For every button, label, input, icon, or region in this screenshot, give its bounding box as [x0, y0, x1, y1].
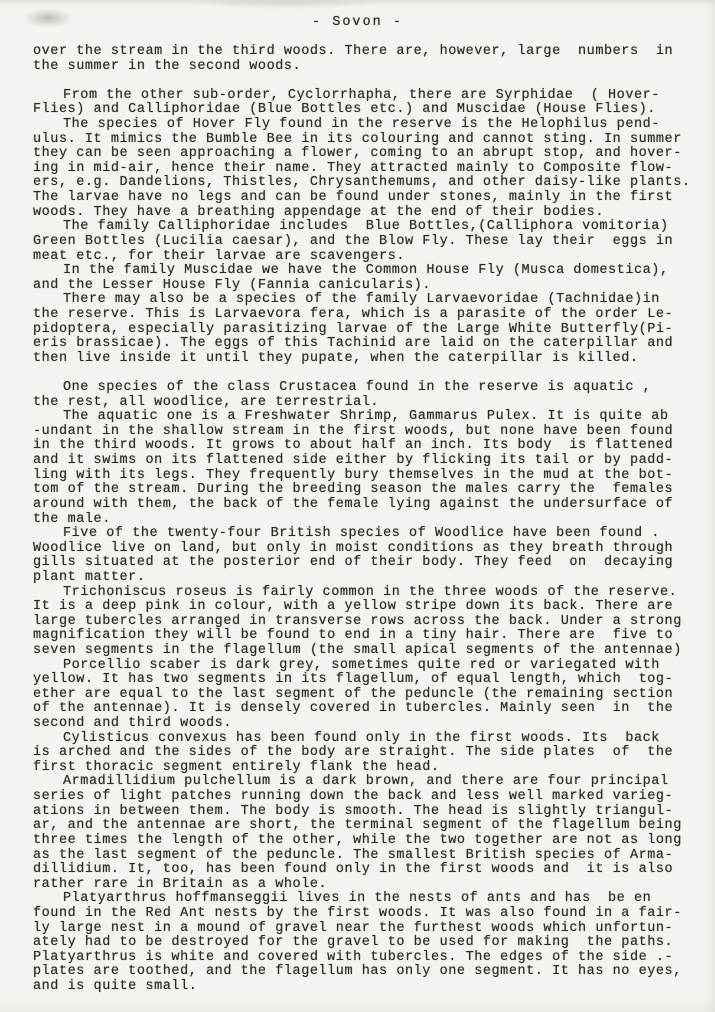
text-line: they can be seen approaching a flower, coming to an abrupt stop, and hover-: [33, 146, 682, 162]
document-body: [33, 45, 703, 995]
text-line: plates are toothed, and the flagellum has only one segment. It has no eyes,: [33, 964, 682, 980]
text-line: ly large nest in a mound of gravel near the furthest woods which unfortun-: [33, 920, 674, 936]
text-line: ers, e.g. Dandelions, Thistles, Chrysanthemums, and other daisy-like plants.: [33, 175, 691, 191]
text-line: ing in mid-air, hence their name. They attracted mainly to Composite flow-: [33, 160, 674, 176]
text-line: the summer in the second woods.: [33, 58, 302, 74]
paragraph: [33, 775, 703, 892]
text-line: series of light patches running down the back and less well marked varieg-: [33, 789, 674, 805]
text-line: found in the Red Ant nests by the first woods. It was also found in a fair-: [33, 905, 682, 921]
text-line: pidoptera, especially parasitizing larvae of the Large White Butterfly(Pi-: [33, 321, 674, 337]
text-line: over the stream in the third woods. There are, however, large numbers in: [33, 44, 674, 59]
text-line: From the other sub-order, Cyclorrhapha, there are Syrphidae ( Hover-: [63, 87, 660, 103]
text-line: ar, and the antennae are short, the terminal segment of the flagellum being: [33, 818, 682, 834]
paragraph: [33, 293, 703, 366]
text-line: In the family Muscidae we have the Common House Fly (Musca domestica),: [63, 263, 669, 279]
text-line: Flies) and Calliphoridae (Blue Bottles etc.) and Muscidae (House Flies).: [33, 102, 656, 118]
text-line: second and third woods.: [33, 716, 232, 732]
text-line: It is a deep pink in colour, with a yellow stripe down its back. There are: [33, 599, 674, 615]
text-line: woods. They have a breathing appendage at the end of their bodies.: [33, 204, 604, 220]
text-line: large tubercles arranged in transverse rows across the back. Under a strong: [33, 613, 682, 629]
text-line: Woodlice live on land, but only in moist conditions as they breath through: [33, 540, 674, 556]
text-line: is arched and the sides of the body are straight. The side plates of the: [33, 745, 674, 761]
text-line: gills situated at the posterior end of their body. They feed on decaying: [33, 555, 674, 571]
text-line: magnification they will be found to end in a tiny hair. There are five to: [33, 628, 674, 644]
text-line: The larvae have no legs and can be found under stones, mainly in the first: [33, 190, 674, 206]
paragraph: [33, 118, 703, 220]
text-line: of the antennae). It is densely covered in tubercles. Mainly seen in the: [33, 701, 674, 717]
paragraph: [33, 410, 703, 527]
paragraph: [33, 264, 703, 293]
paragraph: [33, 89, 703, 118]
text-line: Trichoniscus roseus is fairly common in the three woods of the reserve.: [63, 584, 678, 600]
text-line: The family Calliphoridae includes Blue Bottles,(Calliphora vomitoria): [63, 219, 669, 235]
text-line: first thoracic segment entirely flank the head.: [33, 759, 440, 775]
text-line: One species of the class Crustacea found in the reserve is aquatic ,: [63, 380, 652, 396]
text-line: dillidium. It, too, has been found only in the first woods and it is also: [33, 862, 674, 878]
text-line: and the Lesser House Fly (Fannia canicularis).: [33, 277, 431, 293]
text-line: Green Bottles (Lucilia caesar), and the Blow Fly. These lay their eggs in: [33, 233, 674, 249]
text-line: around with them, the back of the female lying against the undersurface of: [33, 496, 674, 512]
text-line: three times the length of the other, while the two together are not as long: [33, 832, 682, 848]
paragraph: [33, 527, 703, 585]
text-line: and it swims on its flattened side either by flicking its tail or by padd-: [33, 453, 674, 469]
text-line: ling with its legs. They frequently bury themselves in the mud at the bot-: [33, 467, 674, 483]
text-line: tom of the stream. During the breeding season the males carry the females: [33, 482, 674, 498]
text-line: and is quite small.: [33, 979, 198, 994]
text-line: then live inside it until they pupate, when the caterpillar is killed.: [33, 350, 639, 366]
page-title: - Sovon -: [312, 15, 403, 30]
text-line: seven segments in the flagellum (the small apical segments of the antennae): [33, 642, 682, 658]
text-line: the male.: [33, 511, 111, 527]
text-line: the rest, all woodlice, are terrestrial.: [33, 394, 380, 410]
text-line: in the third woods. It grows to about half an inch. Its body is flattened: [33, 438, 674, 454]
text-line: Armadillidium pulchellum is a dark brown, and there are four principal: [63, 774, 669, 790]
text-line: -undant in the shallow stream in the first woods, but none have been found: [33, 423, 674, 439]
paragraph: [33, 381, 703, 410]
paragraph: [33, 659, 703, 732]
text-line: the reserve. This is Larvaevora fera, which is a parasite of the order Le-: [33, 306, 674, 322]
text-line: as the last segment of the peduncle. The smallest British species of Arma-: [33, 847, 674, 863]
text-line: Platyarthrus is white and covered with tubercles. The edges of the side .-: [33, 949, 674, 965]
text-line: rather rare in Britain as a whole.: [33, 876, 328, 892]
text-line: meat etc., for their larvae are scavengers.: [33, 248, 406, 264]
text-line: Porcellio scaber is dark grey, sometimes quite red or variegated with: [63, 657, 660, 673]
text-line: Cylisticus convexus has been found only in the first woods. Its back: [63, 730, 660, 746]
paragraph: [33, 586, 703, 659]
text-line: plant matter.: [33, 569, 146, 585]
text-line: eris brassicae). The eggs of this Tachinid are laid on the caterpillar and: [33, 336, 674, 352]
text-line: yellow. It has two segments in its flagellum, of equal length, which tog-: [33, 672, 674, 688]
text-line: The species of Hover Fly found in the reserve is the Helophilus pend-: [63, 117, 660, 133]
text-line: There may also be a species of the family Larvaevoridae (Tachnidae)in: [63, 292, 660, 308]
text-line: ulus. It mimics the Bumble Bee in its colouring and cannot sting. In summer: [33, 131, 682, 147]
paragraph: [33, 45, 703, 74]
text-line: The aquatic one is a Freshwater Shrimp, Gammarus Pulex. It is quite ab: [63, 409, 669, 425]
paragraph: [33, 732, 703, 776]
paragraph: [33, 220, 703, 264]
paragraph: [33, 892, 703, 994]
text-line: ations in between them. The body is smooth. The head is slightly triangul-: [33, 803, 674, 819]
text-line: ately had to be destroyed for the gravel to be used for making the paths.: [33, 935, 674, 951]
text-line: Platyarthrus hoffmanseggii lives in the nests of ants and has be en: [63, 891, 652, 907]
text-line: ether are equal to the last segment of the peduncle (the remaining section: [33, 686, 674, 702]
text-line: Five of the twenty-four British species of Woodlice have been found .: [63, 526, 660, 542]
